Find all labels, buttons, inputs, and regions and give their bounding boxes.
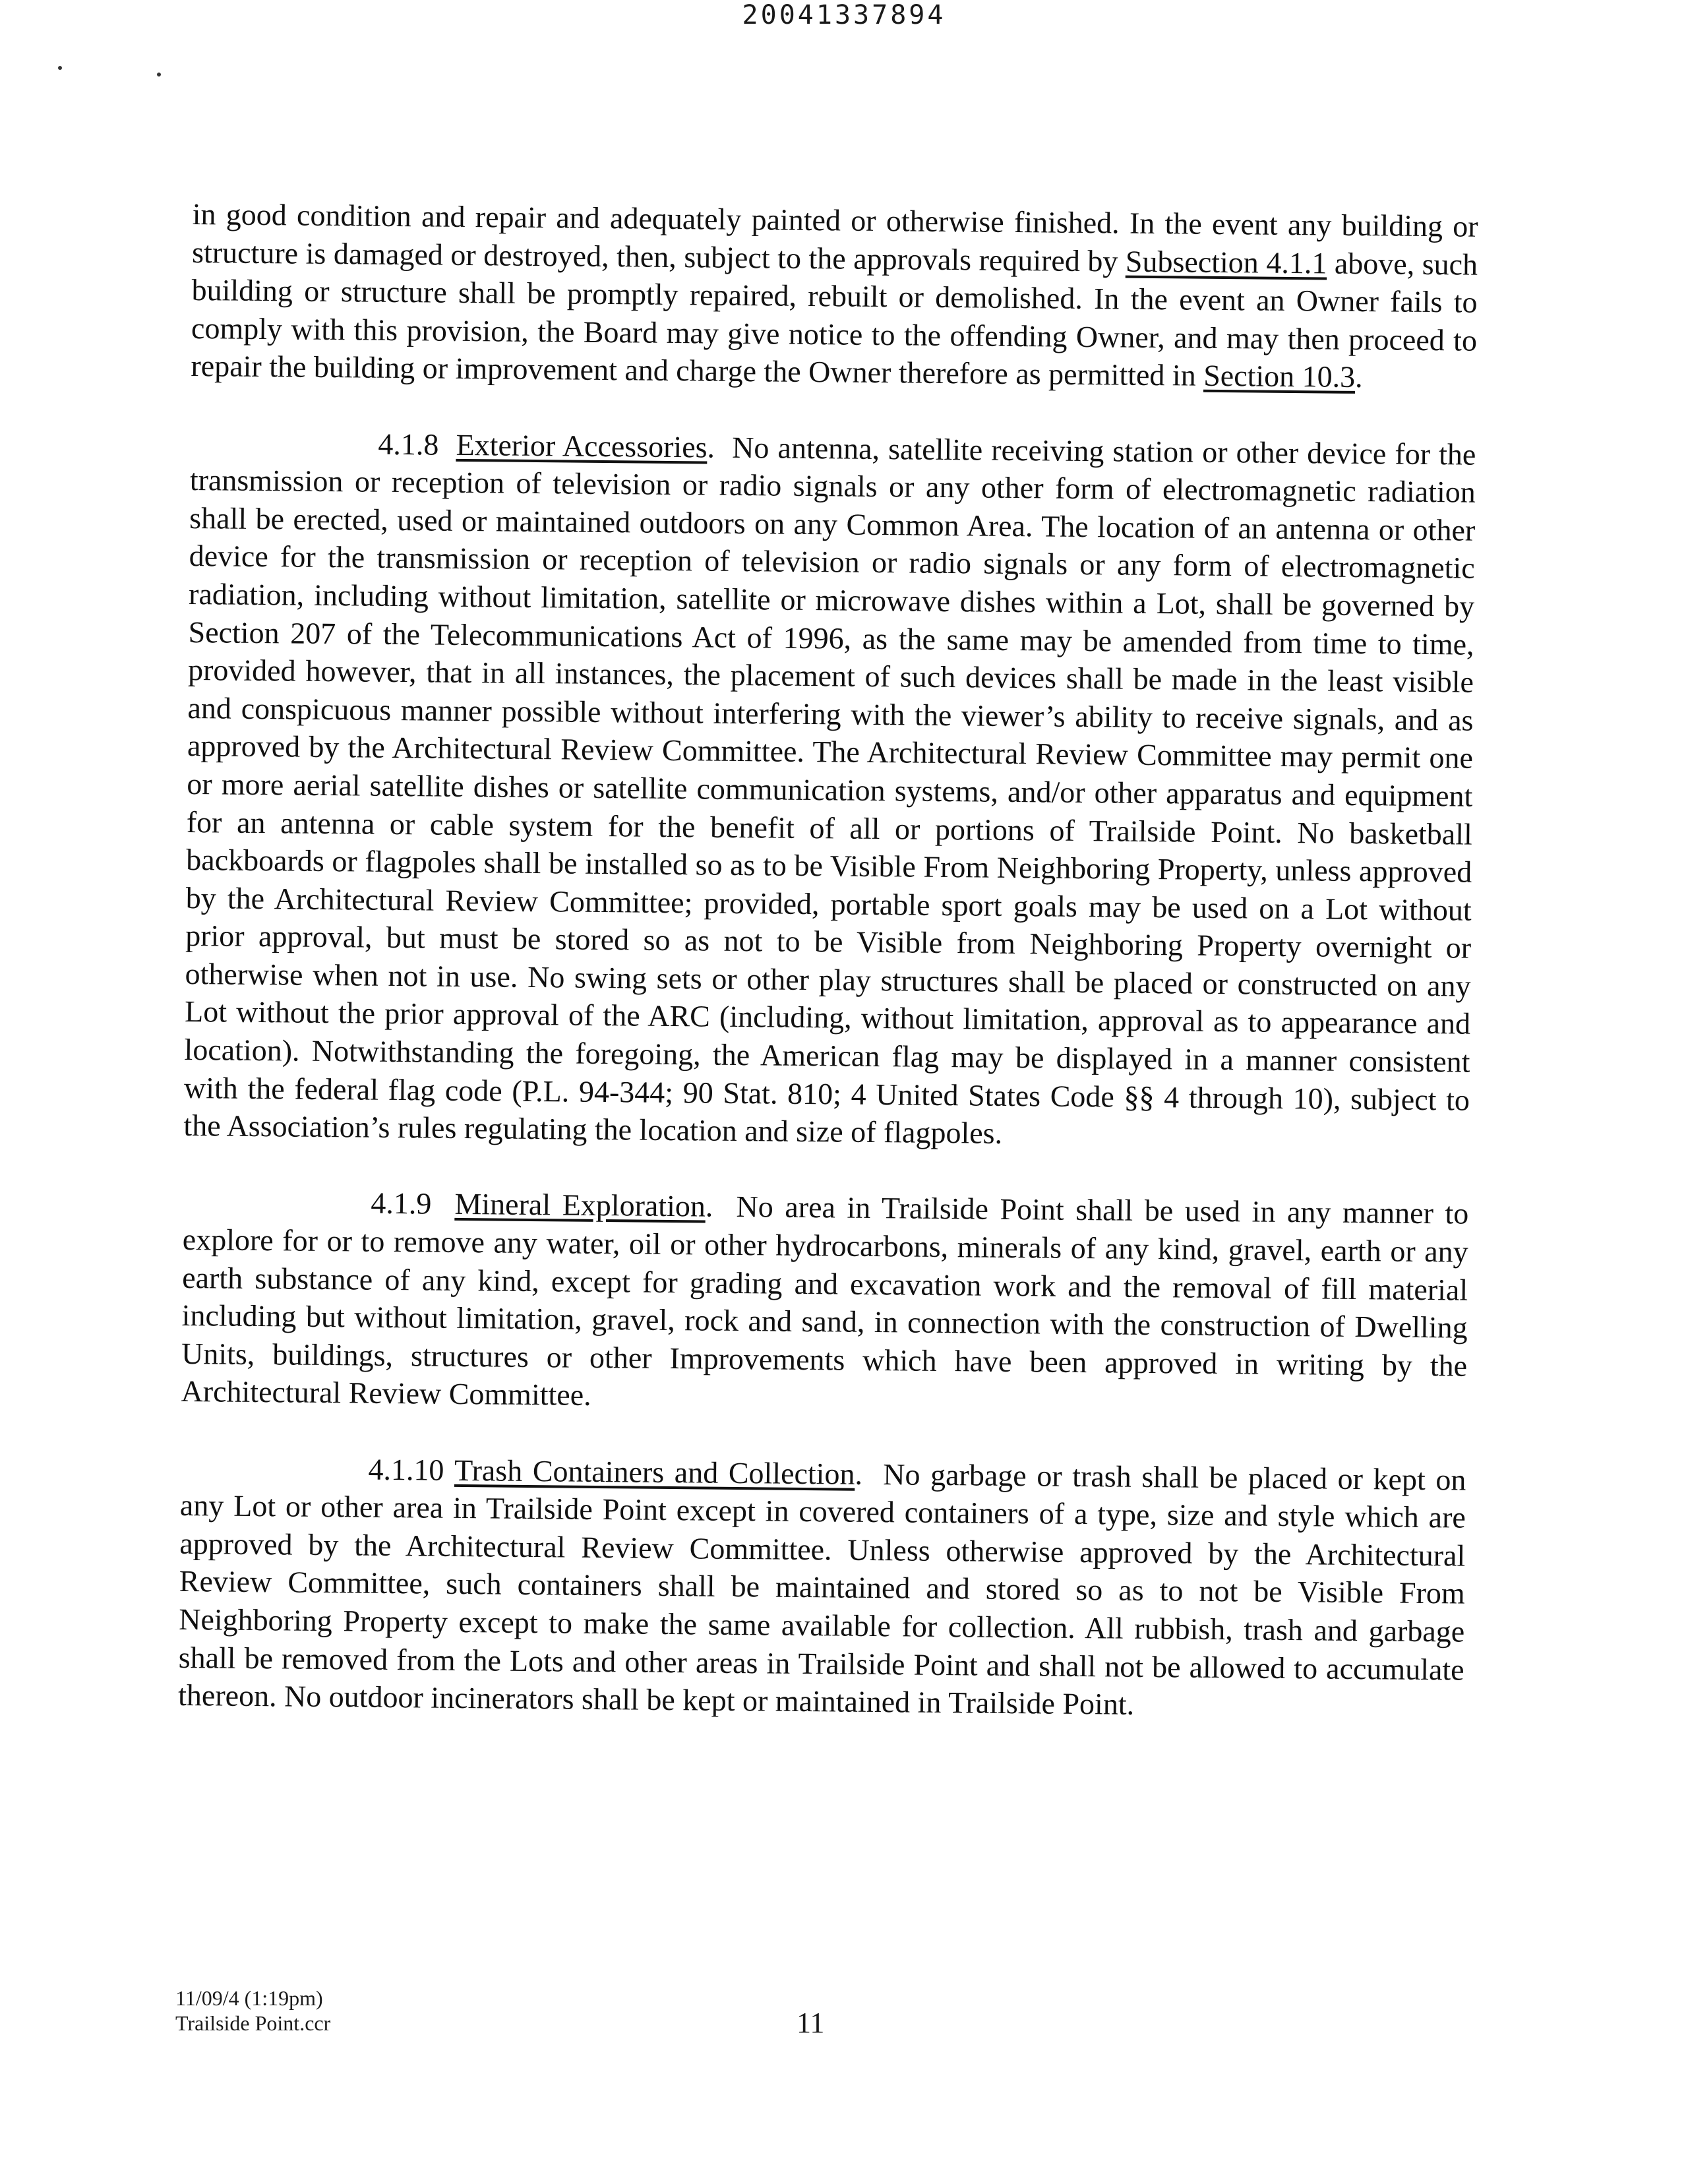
- document-body: [178, 195, 1478, 1726]
- section-reference: Section 10.3: [1203, 359, 1356, 394]
- footer-date: 11/09/4 (1:19pm): [175, 1986, 323, 2010]
- section-body: No garbage or trash shall be placed or kept on any Lot or other area in Trailside Point except in covered containers of a type, size and style which are approved by the Architectural Review Committee. Unless otherwise approved by the Architectural Review Committee, such containers shall be maintained and stored so as to not be Visible From Neighboring Property except to make the same available for collection. All rubbish, trash and garbage shall be removed from the Lots and other areas in Trailside Point and shall not be allowed to accumulate thereon. No outdoor incinerators shall be kept or maintained in Trailside Point.: [177, 1457, 1466, 1721]
- section-heading: Exterior Accessories: [456, 427, 708, 464]
- section-number: 4.1.9: [371, 1186, 432, 1221]
- footer-filename: Trailside Point.ccr: [175, 2011, 331, 2035]
- section-number: 4.1.8: [378, 427, 439, 462]
- continuation-paragraph: [191, 195, 1478, 398]
- paragraph-text: .: [1354, 360, 1363, 394]
- document-recording-number: 20041337894: [742, 0, 946, 30]
- scan-speck: [157, 73, 161, 76]
- section-number: 4.1.10: [368, 1452, 444, 1487]
- subsection-reference: Subsection 4.1.1: [1125, 244, 1327, 280]
- paragraph-text: above, such building or structure shall be promptly repaired, rebuilt or demolished. In the event an Owner fails to comply with this provision, the Board may give notice to the offending Owner, and may then proceed to repair the building or improvement and charge the Owner therefore as permitted in: [191, 246, 1478, 393]
- paragraph-text: in good condition and repair and adequately painted or otherwise finished. In the event any building or structure is damaged or destroyed, then, subject to the approvals required by: [191, 197, 1478, 278]
- section-heading: Trash Containers and Collection: [454, 1453, 855, 1491]
- section-4-1-10-paragraph: 4.1.10 Trash Containers and Collection. No garbage or trash shall be placed or kept on any Lot or other area in Trailside Point except in covered containers of a type, size and style which are approved by the Architectural Review Committee. Unless otherwise approved by the Architectural Review Committee, such containers shall be maintained and stored so as to not be Visible From Neighboring Property except to make the same available for collection. All rubbish, trash and garbage shall be removed from the Lots and other areas in Trailside Point and shall not be allowed to accumulate thereon. No outdoor incinerators shall be kept or maintained in Trailside Point.: [177, 1452, 1466, 1721]
- footer-file-info: [175, 1986, 330, 2036]
- section-4-1-9-paragraph: 4.1.9 Mineral Exploration. No area in Trailside Point shall be used in any manner to explore for or to remove any water, oil or other hydrocarbons, minerals of any kind, gravel, earth or any earth substance of any kind, except for grading and excavation work and the removal of fill material including but without limitation, gravel, rock and sand, in connection with the construction of Dwelling Units, buildings, structures or other Improvements which have been approved in writing by the Architectural Review Committee.: [181, 1186, 1469, 1412]
- section-4-1-8-paragraph: 4.1.8 Exterior Accessories. No antenna, satellite receiving station or other device for the transmission or reception of television or radio signals or any other form of electromagnetic radiation shall be erected, used or maintained outdoors on any Common Area. The location of an antenna or other device for the transmission or reception of television or radio signals or any form of electromagnetic radiation, including without limitation, satellite or microwave dishes within a Lot, shall be governed by Section 207 of the Telecommunications Act of 1996, as the same may be amended from time to time, provided however, that in all instances, the placement of such devices shall be made in the least visible and conspicuous manner possible without interfering with the viewer’s ability to receive signals, and as approved by the Architectural Review Committee. The Architectural Review Committee may permit one or more aerial satellite dishes or satellite communication systems, and/or other apparatus and equipment for an antenna or cable system for the benefit of all or portions of Trailside Point. No basketball backboards or flagpoles shall be installed so as to be Visible From Neighboring Property, unless approved by the Architectural Review Committee; provided, portable sport goals may be used on a Lot without prior approval, but must be stored so as not to be Visible from Neighboring Property overnight or otherwise when not in use. No swing sets or other play structures shall be placed or constructed on any Lot without the prior approval of the ARC (including, without limitation, approval as to appearance and location). Notwithstanding the foregoing, the American flag may be displayed in a manner consistent with the federal flag code (P.L. 94-344; 90 Stat. 810; 4 United States Code §§ 4 through 10), subject to the Association’s rules regulating the location and size of flagpoles.: [183, 427, 1476, 1151]
- scan-speck: [58, 66, 62, 70]
- section-body: No area in Trailside Point shall be used in any manner to explore for or to remove any water, oil or other hydrocarbons, minerals of any kind, gravel, earth or any earth substance of any kind, except for grading and excavation work and the removal of fill material including but without limitation, gravel, rock and sand, in connection with the construction of Dwelling Units, buildings, structures or other Improvements which have been approved in writing by the Architectural Review Committee.: [181, 1190, 1469, 1412]
- page-number: 11: [797, 2007, 825, 2039]
- section-body: No antenna, satellite receiving station or other device for the transmission or reception of television or radio signals or any other form of electromagnetic radiation shall be erected, used or maintained outdoors on any Common Area. The location of an antenna or other device for the transmission or reception of television or radio signals or any form of electromagnetic radiation, including without limitation, satellite or microwave dishes within a Lot, shall be governed by Section 207 of the Telecommunications Act of 1996, as the same may be amended from time to time, provided however, that in all instances, the placement of such devices shall be made in the least visible and conspicuous manner possible without interfering with the viewer’s ability to receive signals, and as approved by the Architectural Review Committee. The Architectural Review Committee may permit one or more aerial satellite dishes or satellite communication systems, and/or other apparatus and equipment for an antenna or cable system for the benefit of all or portions of Trailside Point. No basketball backboards or flagpoles shall be installed so as to be Visible From Neighboring Property, unless approved by the Architectural Review Committee; provided, portable sport goals may be used on a Lot without prior approval, but must be stored so as not to be Visible from Neighboring Property overnight or otherwise when not in use. No swing sets or other play structures shall be placed or constructed on any Lot without the prior approval of the ARC (including, without limitation, approval as to appearance and location). Notwithstanding the foregoing, the American flag may be displayed in a manner consistent with the federal flag code (P.L. 94-344; 90 Stat. 810; 4 United States Code §§ 4 through 10), subject to the Association’s rules regulating the location and size of flagpoles.: [183, 430, 1476, 1151]
- section-heading: Mineral Exploration: [454, 1187, 706, 1223]
